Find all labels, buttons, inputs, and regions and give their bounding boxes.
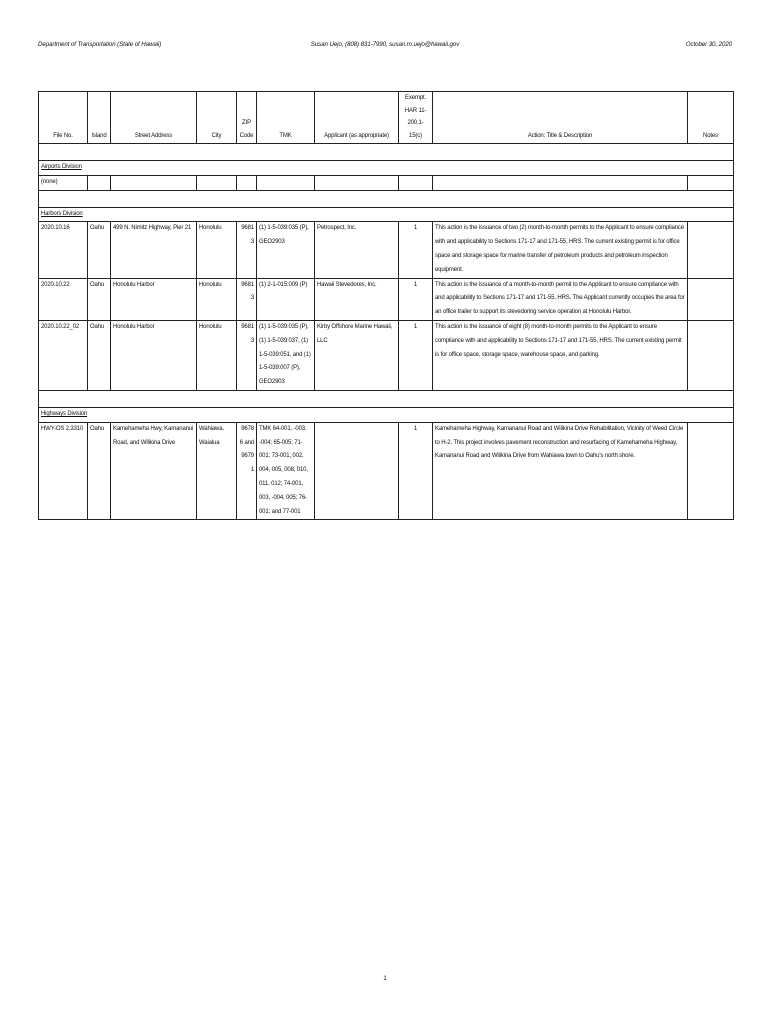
cell-applicant: Hawaii Stevedores, Inc.	[315, 278, 399, 320]
gap-row	[39, 190, 734, 207]
cell-applicant: Kirby Offshore Marine Hawaii, LLC	[315, 320, 399, 390]
cell-action: This action is the issuance of eight (8) month-to-month permits to the Applicant to ensure compliance with and applicability to Sections 171-17 and 171-55, HRS. The current existing permit is for office space, storage space, warehouse space, and parking.	[433, 320, 688, 390]
section-row-highways	[39, 407, 734, 422]
header-contact: Susan Uejo, (808) 831-7990, susan.m.uejo@hawaii.gov	[310, 41, 460, 48]
table-row	[39, 222, 734, 278]
cell-street: Kamehameha Hwy, Kamananui Road, and Wilikina Drive	[111, 422, 197, 520]
cell-notes	[688, 222, 734, 278]
cell-city: Honolulu	[197, 278, 237, 320]
col-header-notes: Notes	[688, 92, 734, 144]
cell-tmk: (1) 1-5-039:035 (P), GEO2903	[257, 222, 315, 278]
cell-file-no: 2020.10.22_02	[39, 320, 88, 390]
cell-city: Wahiawa, Waialua	[197, 422, 237, 520]
col-header-island: Island	[88, 92, 111, 144]
table-row	[39, 422, 734, 520]
col-header-exempt: Exempt. HAR 11-200.1-15(c)	[399, 92, 433, 144]
cell-street: 499 N. Nimitz Highway, Pier 21	[111, 222, 197, 278]
section-row-harbors	[39, 207, 734, 222]
col-header-applicant: Applicant (as appropriate)	[315, 92, 399, 144]
gap-row	[39, 144, 734, 161]
cell-zip: 96813	[237, 222, 257, 278]
cell-exempt: 1	[399, 278, 433, 320]
col-header-zip: ZIP Code	[237, 92, 257, 144]
cell-zip: 96813	[237, 278, 257, 320]
table-row	[39, 320, 734, 390]
cell-action: This action is the issuance of two (2) month-to-month permits to the Applicant to ensure compliance with and applicability to Sections 171-17 and 171-55, HRS. The current existing permit is for office space and storage space for marine transfer of petroleum products and petroleum inspection equipment.	[433, 222, 688, 278]
col-header-action: Action: Title & Description	[433, 92, 688, 144]
cell-notes	[688, 320, 734, 390]
exemption-table	[38, 91, 734, 520]
cell-applicant	[315, 422, 399, 520]
cell-zip: 96786 and 96791	[237, 422, 257, 520]
cell-street: Honolulu Harbor	[111, 320, 197, 390]
cell-island: Oahu	[88, 278, 111, 320]
cell-city: Honolulu	[197, 222, 237, 278]
gap-row	[39, 390, 734, 407]
table-header-row	[39, 92, 734, 144]
cell-tmk: (1) 2-1-015:009 (P)	[257, 278, 315, 320]
cell-action: This action is the issuance of a month-to-month permit to the Applicant to ensure compliance with and applicability to Sections 171-17 and 171-55, HRS. The Applicant currently occupies the area for an office trailer to support its stevedoring service operation at Honolulu Harbor.	[433, 278, 688, 320]
cell-exempt: 1	[399, 320, 433, 390]
col-header-city: City	[197, 92, 237, 144]
col-header-file-no: File No.	[39, 92, 88, 144]
cell-applicant: Petrospect, Inc.	[315, 222, 399, 278]
cell-zip: 96813	[237, 320, 257, 390]
cell-exempt: 1	[399, 422, 433, 520]
cell-island: Oahu	[88, 222, 111, 278]
table-row	[39, 278, 734, 320]
cell-none: (none)	[39, 175, 88, 190]
col-header-street: Street Address	[111, 92, 197, 144]
cell-file-no: HWY-OS 2.3310	[39, 422, 88, 520]
cell-island: Oahu	[88, 320, 111, 390]
cell-file-no: 2020.10.16	[39, 222, 88, 278]
section-label-highways: Highways Division	[41, 410, 88, 417]
cell-island: Oahu	[88, 422, 111, 520]
page-number: 1	[383, 975, 387, 982]
cell-notes	[688, 422, 734, 520]
cell-file-no: 2020.10.22	[39, 278, 88, 320]
col-header-tmk: TMK	[257, 92, 315, 144]
cell-tmk: TMK 64-001, -003, -004; 65-005; 71-001; 73-001, 002, 004, 005, 008, 010, 011, 012; 74-001, 003, -004, 005; 76-001; and 77-001	[257, 422, 315, 520]
section-label-harbors: Harbors Division	[41, 210, 83, 217]
cell-notes	[688, 278, 734, 320]
table-row	[39, 175, 734, 190]
cell-exempt: 1	[399, 222, 433, 278]
header-date: October 30, 2020	[685, 41, 732, 48]
cell-street: Honolulu Harbor	[111, 278, 197, 320]
cell-city: Honolulu	[197, 320, 237, 390]
section-row-airports	[39, 161, 734, 176]
header-department: Department of Transportation (State of Hawaii)	[38, 41, 162, 48]
cell-action: Kamehameha Highway, Kamananui Road and Wilikina Drive Rehabilitation, Vicinity of Weed Circle to H-2. This project involves pavement reconstruction and resurfacing of Kamehameha Highway, Kamananui Road and Wilikina Drive from Wahiawa town to Oahu's north shore.	[433, 422, 688, 520]
section-label-airports: Airports Division	[41, 164, 82, 170]
cell-tmk: (1) 1-5-039:035 (P), (1) 1-5-039:037, (1) 1-5-039:051, and (1) 1-5-039:007 (P), GEO2903	[257, 320, 315, 390]
